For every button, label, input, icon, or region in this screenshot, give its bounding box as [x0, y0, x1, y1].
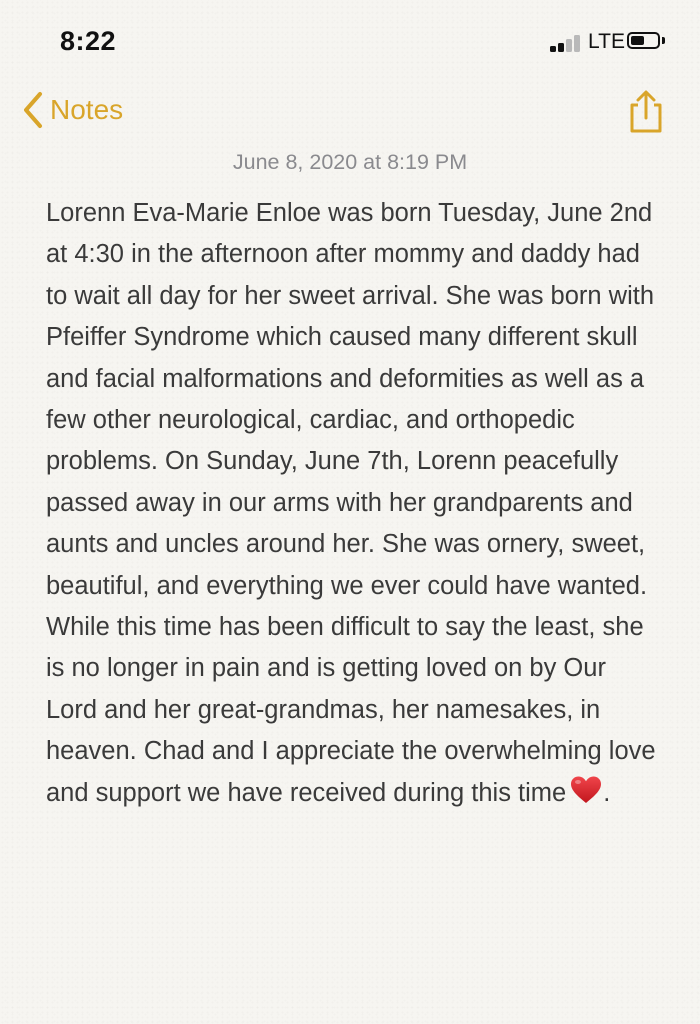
status-time: 8:22 [60, 26, 117, 56]
battery-cap [662, 37, 665, 44]
battery-level-fill [631, 36, 644, 45]
network-type-label: LTE [588, 30, 625, 53]
cellular-signal-icon [550, 34, 584, 52]
share-icon [624, 88, 668, 136]
note-end-punctuation: . [603, 778, 611, 807]
back-label: Notes [50, 94, 124, 125]
share-button[interactable] [624, 88, 668, 136]
signal-bar [558, 43, 564, 52]
note-body[interactable] [46, 193, 660, 814]
signal-bar [566, 39, 572, 52]
status-bar [0, 0, 700, 80]
battery-icon [627, 32, 660, 49]
back-to-notes-button[interactable] [18, 88, 123, 132]
signal-bar [574, 35, 580, 52]
note-body-text: Lorenn Eva-Marie Enloe was born Tuesday, June 2nd at 4:30 in the afternoon after mommy and daddy had to wait all day for her sweet arrival. She was born with Pfeiffer Syndrome which caused many different skull and facial malformations and deformities as well as a few other neurological, cardiac, and orthopedic problems. On Sunday, June 7th, Lorenn peacefully passed away in our arms with her grandparents and aunts and uncles around her. She was ornery, sweet, beautiful, and everything we ever could have wanted. While this time has been difficult to say the least, she is no longer in pain and is getting loved on by Our Lord and her great-grandmas, her namesakes, in heaven. Chad and I appreciate the overwhelming love and support we have received during this time [46, 199, 656, 807]
note-date: June 8, 2020 at 8:19 PM [232, 150, 468, 174]
signal-bar [550, 46, 556, 52]
chevron-left-icon [18, 88, 46, 132]
red-heart-icon [569, 775, 603, 805]
